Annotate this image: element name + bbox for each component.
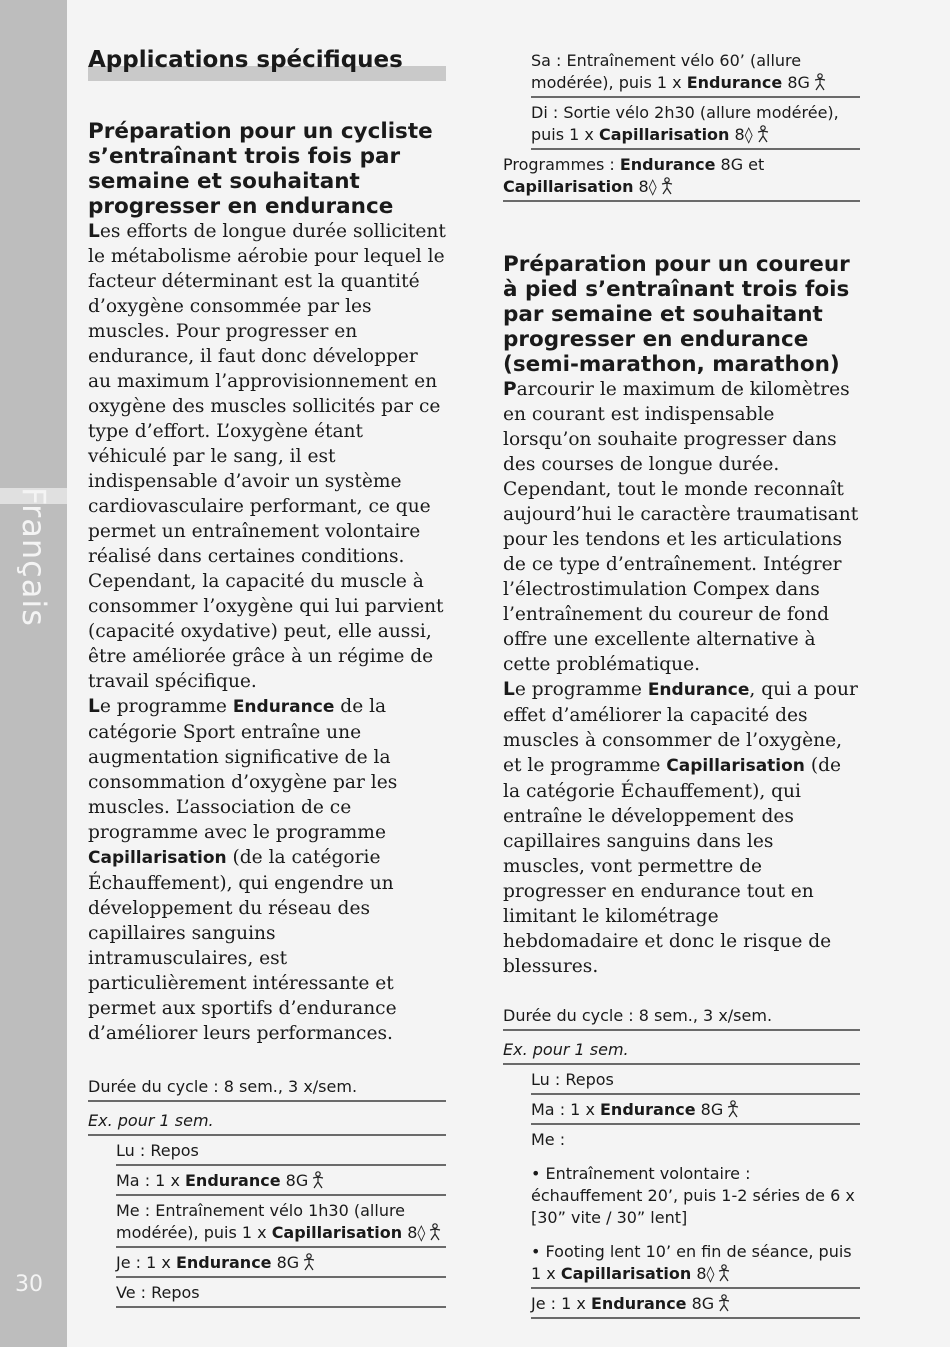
runner-heading: Préparation pour un coureur à pied s’entraînant trois fois par semaine et souhaitant progresser en endurance (semi-marathon, marathon) <box>503 252 850 377</box>
runner-icon <box>428 1223 442 1241</box>
cycle-duration: Durée du cycle : 8 sem., 3 x/sem. <box>503 1001 860 1031</box>
schedule-row-sa: Sa : Entraînement vélo 60’ (allure modérée), puis 1 x Endurance 8G <box>531 46 860 98</box>
schedule-row-ve: Ve : Repos <box>116 1278 446 1308</box>
left-column <box>88 46 446 1308</box>
section-title: Applications spécifiques <box>88 46 446 74</box>
schedule-row-me: Me : <box>531 1130 566 1149</box>
page-number: 30 <box>15 1272 43 1297</box>
schedule-row-lu: Lu : Repos <box>116 1136 446 1166</box>
cyclist-schedule <box>88 1072 446 1308</box>
language-tab <box>0 487 67 627</box>
schedule-row-je: Je : 1 x Endurance 8G <box>116 1248 446 1278</box>
cycle-duration: Durée du cycle : 8 sem., 3 x/sem. <box>88 1072 446 1102</box>
runner-paragraph-2: Le programme Endurance, qui a pour effet d’améliorer la capacité des muscles à consommer de l’oxygène, et le programme Capillarisation (de la catégorie Échauffement), qui entraîne le développement des capillaires sanguins dans les muscles, vont permettre de progresser en endurance tout en limitant le kilométrage hebdomadaire et donc le risque de blessures. <box>503 679 858 977</box>
runner-icon <box>302 1253 316 1271</box>
runner-schedule <box>503 1001 860 1319</box>
schedule-row-je: Je : 1 x Endurance 8G <box>531 1289 860 1319</box>
runner-icon <box>660 177 674 195</box>
me-bullet-1: • Entraînement volontaire : échauffement 20’, puis 1-2 séries de 6 x [30” vite / 30” lent] <box>531 1164 855 1227</box>
runner-icon <box>717 1294 731 1312</box>
language-label: Français <box>14 487 53 627</box>
runner-paragraph-1: Parcourir le maximum de kilomètres en courant est indispensable lorsqu’on souhaite progresser dans des courses de longue durée. Cependant, tout le monde reconnaît aujourd’hui le caractère traumatisant pour les tendons et les articulations de ce type d’entraînement. Intégrer l’électrostimulation Compex dans l’entraînement du coureur de fond offre une excellente alternative à cette problématique. <box>503 379 859 675</box>
language-sidebar <box>0 0 67 1347</box>
programmes-summary: Programmes : Endurance 8G et Capillarisation 8◊ <box>503 150 860 202</box>
right-column <box>503 46 860 1319</box>
runner-icon <box>311 1171 325 1189</box>
runner-icon <box>726 1100 740 1118</box>
schedule-row-me: Me : Entraînement vélo 1h30 (allure modérée), puis 1 x Capillarisation 8◊ <box>116 1196 446 1248</box>
runner-icon <box>717 1264 731 1282</box>
week-example: Ex. pour 1 sem. <box>88 1106 446 1136</box>
cyclist-schedule-continued <box>503 46 860 202</box>
cyclist-heading: Préparation pour un cycliste s’entraînant trois fois par semaine et souhaitant progresser en endurance <box>88 119 433 219</box>
schedule-row-ma: Ma : 1 x Endurance 8G <box>531 1093 860 1125</box>
cyclist-paragraph-2: Le programme Endurance de la catégorie Sport entraîne une augmentation significative de la consommation d’oxygène par les muscles. L’association de ce programme avec le programme Capillarisation (de la catégorie Échauffement), qui engendre un développement du réseau des capillaires sanguins intramusculaires, est particulièrement intéressante et permet aux sportifs d’endurance d’améliorer leurs performances. <box>88 696 398 1044</box>
schedule-row-lu: Lu : Repos <box>531 1070 614 1089</box>
schedule-row-ma: Ma : 1 x Endurance 8G <box>116 1166 446 1196</box>
runner-icon <box>756 125 770 143</box>
runner-icon <box>813 73 827 91</box>
week-example: Ex. pour 1 sem. <box>503 1035 860 1065</box>
cyclist-paragraph-1: Les efforts de longue durée sollicitent le métabolisme aérobie pour lequel le facteur déterminant est la quantité d’oxygène consommée par les muscles. Pour progresser en endurance, il faut donc développer au maximum l’approvisionnement en oxygène des muscles sollicités par ce type d’effort. L’oxygène étant véhiculé par le sang, il est indispensable d’avoir un système cardiovasculaire performant, ce que permet un entraînement volontaire réalisé dans certaines conditions. Cependant, la capacité du muscle à consommer l’oxygène qui lui parvient (capacité oxydative) peut, elle aussi, être améliorée grâce à un régime de travail spécifique. <box>88 221 446 692</box>
me-bullet-2: • Footing lent 10’ en fin de séance, puis 1 x Capillarisation 8◊ <box>531 1237 860 1289</box>
schedule-row-di: Di : Sortie vélo 2h30 (allure modérée), puis 1 x Capillarisation 8◊ <box>531 98 860 150</box>
